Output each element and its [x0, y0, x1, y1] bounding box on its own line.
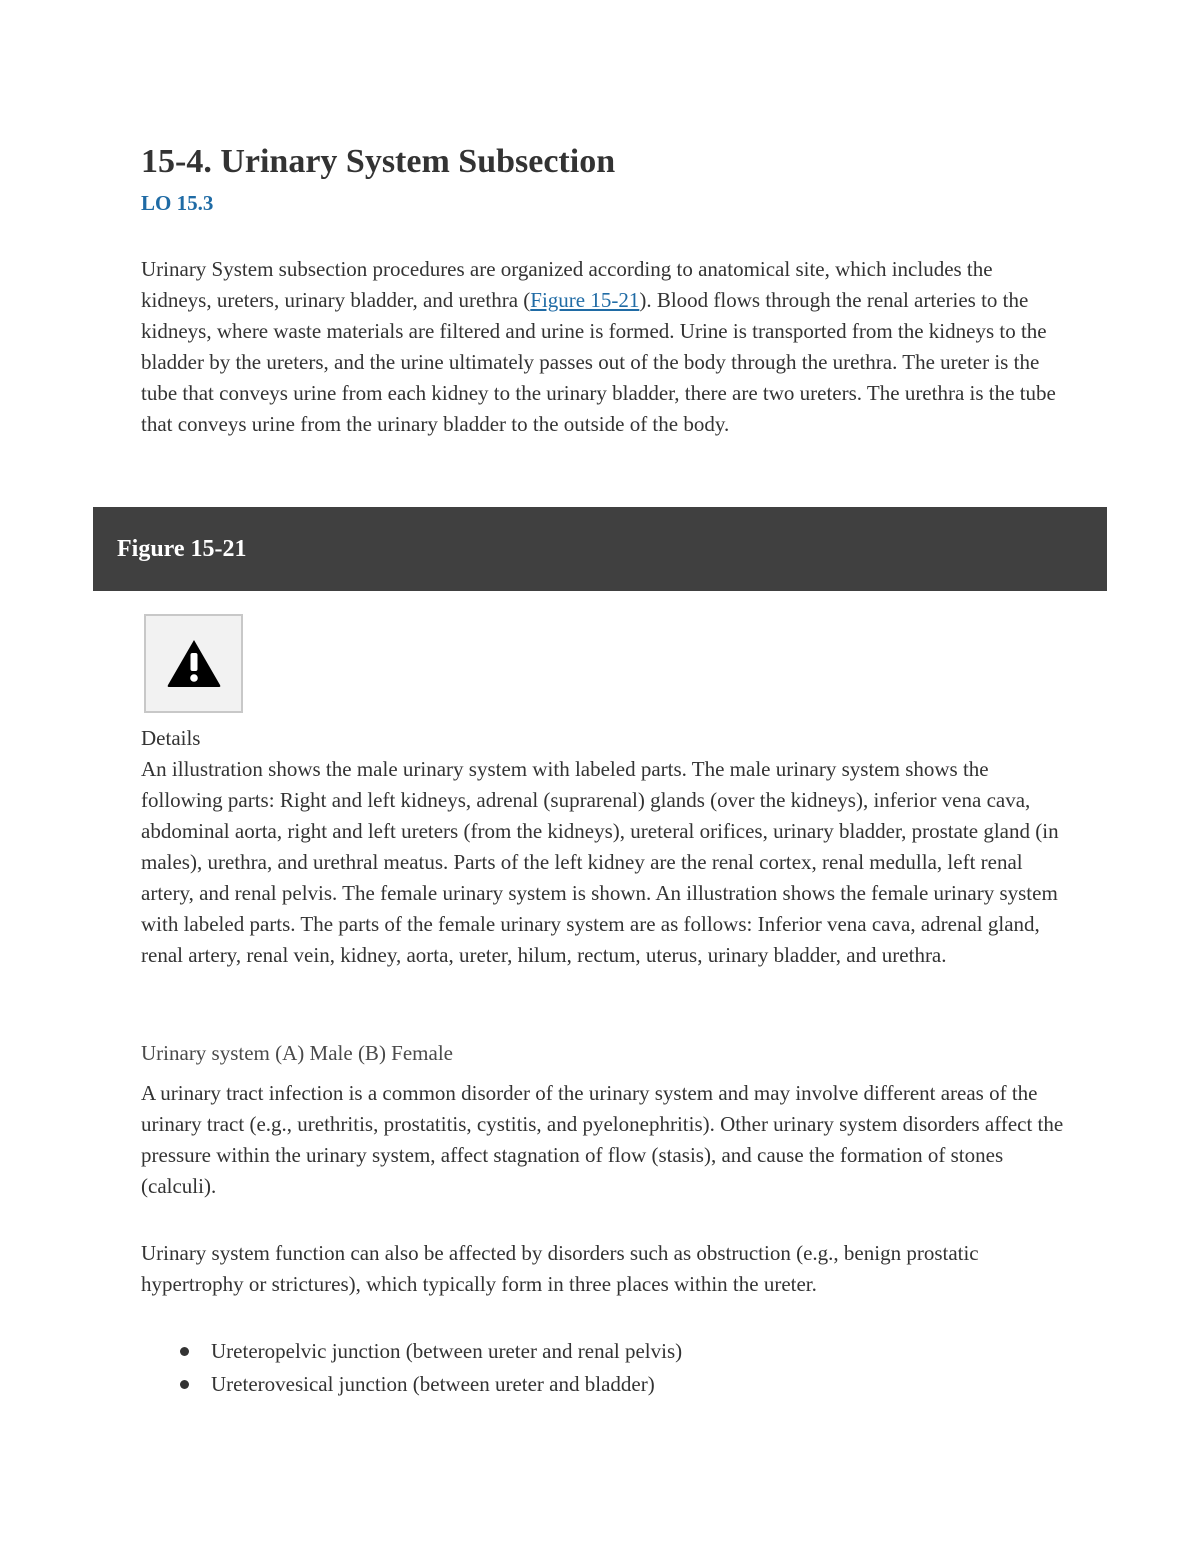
figure-image-placeholder[interactable] [144, 614, 243, 713]
intro-text-end: ). Blood flows through the renal arteries to the kidneys, where waste materials are filtered and urine is formed. Urine is transported from the kidneys to the bladder by the ureters, and the urine ultimately passes out of the body through the urethra. The ureter is the tube that conveys urine from each kidney to the urinary bladder, there are two ureters. The urethra is the tube that conveys urine from the urinary bladder to the outside of the body. [141, 288, 1056, 436]
figure-caption: Urinary system (A) Male (B) Female [141, 1041, 453, 1065]
learning-objective: LO 15.3 [141, 191, 214, 215]
list-item: Ureterovesical junction (between ureter and bladder) [141, 1368, 1066, 1401]
junction-list [141, 1335, 1066, 1401]
paragraph-uti: A urinary tract infection is a common disorder of the urinary system and may involve different areas of the urinary tract (e.g., urethritis, prostatitis, cystitis, and pyelonephritis). Other urinary system disorders affect the pressure within the urinary system, affect stagnation of flow (stasis), and cause the formation of stones (calculi). [141, 1081, 1064, 1198]
warning-icon [166, 638, 222, 688]
figure-details-text: An illustration shows the male urinary system with labeled parts. The male urinary system shows the following parts: Right and left kidneys, adrenal (suprarenal) glands (over the kidneys), inferior vena cava, abdominal aorta, right and left ureters (from the kidneys), ureteral orifices, urinary bladder, prostate gland (in males), urethra, and urethral meatus. Parts of the left kidney are the renal cortex, renal medulla, left renal artery, and renal pelvis. The female urinary system is shown. An illustration shows the female urinary system with labeled parts. The parts of the female urinary system are as follows: Inferior vena cava, adrenal gland, renal artery, renal vein, kidney, aorta, ureter, hilum, rectum, uterus, urinary bladder, and urethra. [141, 757, 1059, 967]
intro-text-start: Urinary System subsection procedures are organized according to anatomical site, which includes the kidneys, ureters, urinary bladder, and urethra ( [141, 257, 993, 312]
list-item: Ureteropelvic junction (between ureter and renal pelvis) [141, 1335, 1066, 1368]
intro-paragraph [141, 254, 1066, 440]
figure-title: Figure 15-21 [117, 536, 247, 562]
paragraph-obstruction: Urinary system function can also be affected by disorders such as obstruction (e.g., benign prostatic hypertrophy or strictures), which typically form in three places within the ureter. [141, 1241, 979, 1296]
page-title: 15-4. Urinary System Subsection [141, 143, 616, 180]
figure-header [93, 507, 1107, 591]
figure-link[interactable]: Figure 15-21 [530, 288, 640, 312]
details-label: Details [141, 726, 201, 750]
